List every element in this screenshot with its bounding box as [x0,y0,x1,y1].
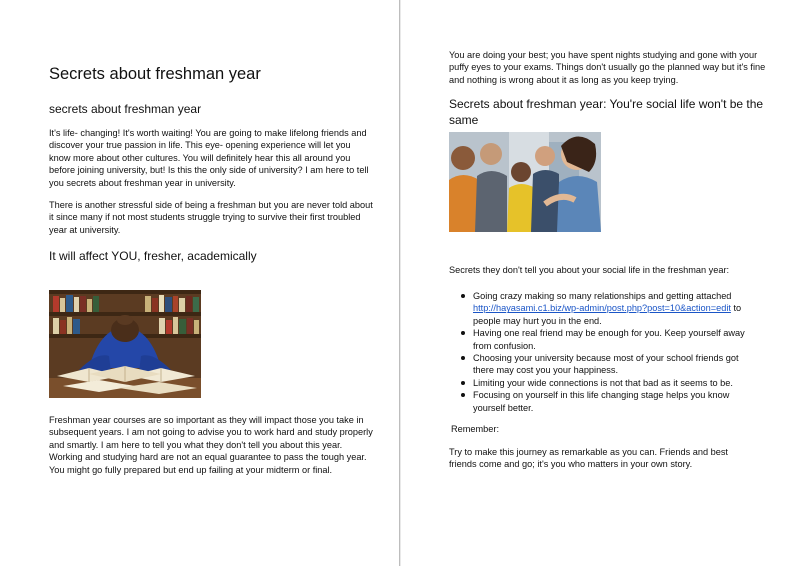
bullet-1-text: Going crazy making so many relationships and getting attached [473,291,732,301]
page-subtitle: secrets about freshman year [49,102,202,116]
stress-paragraph: There is another stressful side of being a freshman but you are never told about it since many if not most students struggle trying to survive their first troubled year at university. [49,200,373,235]
list-item [449,290,749,327]
social-life-heading: Secrets about freshman year: You're social life won't be the same [449,97,764,127]
list-item [449,389,749,414]
academic-paragraph: Freshman year courses are so important as they will impact those you take in subsequent years. I am not going to advise you to work hard and study properly and smartly. I am here to tell you what they don't tell you about this year. Working and studying hard are not an equal guarantee to pass the tough year. You might go fully prepared but end up failing at your midterm or final. [49,415,373,475]
bullet-1-text-end: to people may hurt you in the end. [473,303,742,326]
friends-laughing-image [449,132,601,232]
post-edit-link[interactable]: http://hayasami.c1.biz/wp-admin/post.php?post=10&action=edit [473,303,731,314]
effort-paragraph: You are doing your best; you have spent nights studying and gone with your puffy eyes to your exams. Things don't usually go the planned way but it's fine and nothing is wrong about it as long as you keep trying. [449,50,766,85]
list-item [449,352,749,377]
list-item [449,327,749,352]
page-title: Secrets about freshman year [49,65,261,83]
bullet-2-text: Having one real friend may be enough for you. Keep yourself away from confusion. [473,328,745,351]
remember-label: Remember: [451,424,499,434]
student-sleeping-on-books-image [49,290,201,398]
friends-illustration [449,132,601,232]
right-page [401,0,800,566]
bullet-4-text: Limiting your wide connections is not that bad as it seems to be. [473,377,733,388]
social-secrets-list [449,290,749,414]
bullet-3-text: Choosing your university because most of your school friends got there may cost you your happiness. [473,353,739,376]
bullet-5-text: Focusing on yourself in this life changing stage helps you know yourself better. [473,390,730,413]
student-illustration [49,290,201,398]
closing-paragraph: Try to make this journey as remarkable as you can. Friends and best friends come and go; it's you who matters in your own story. [449,447,728,470]
social-intro: Secrets they don't tell you about your social life in the freshman year: [449,265,730,275]
list-item [449,377,749,389]
intro-paragraph: It's life- changing! It's worth waiting! You are going to make lifelong friends and discover your true passion in life. This eye- opening experience will let you know more about other cultures. You will definitely hear this all around you before joining university, but! Is this the only side of university? I am here to tell you secrets about freshman year in university. [49,128,369,188]
academic-heading: It will affect YOU, fresher, academically [49,249,257,263]
